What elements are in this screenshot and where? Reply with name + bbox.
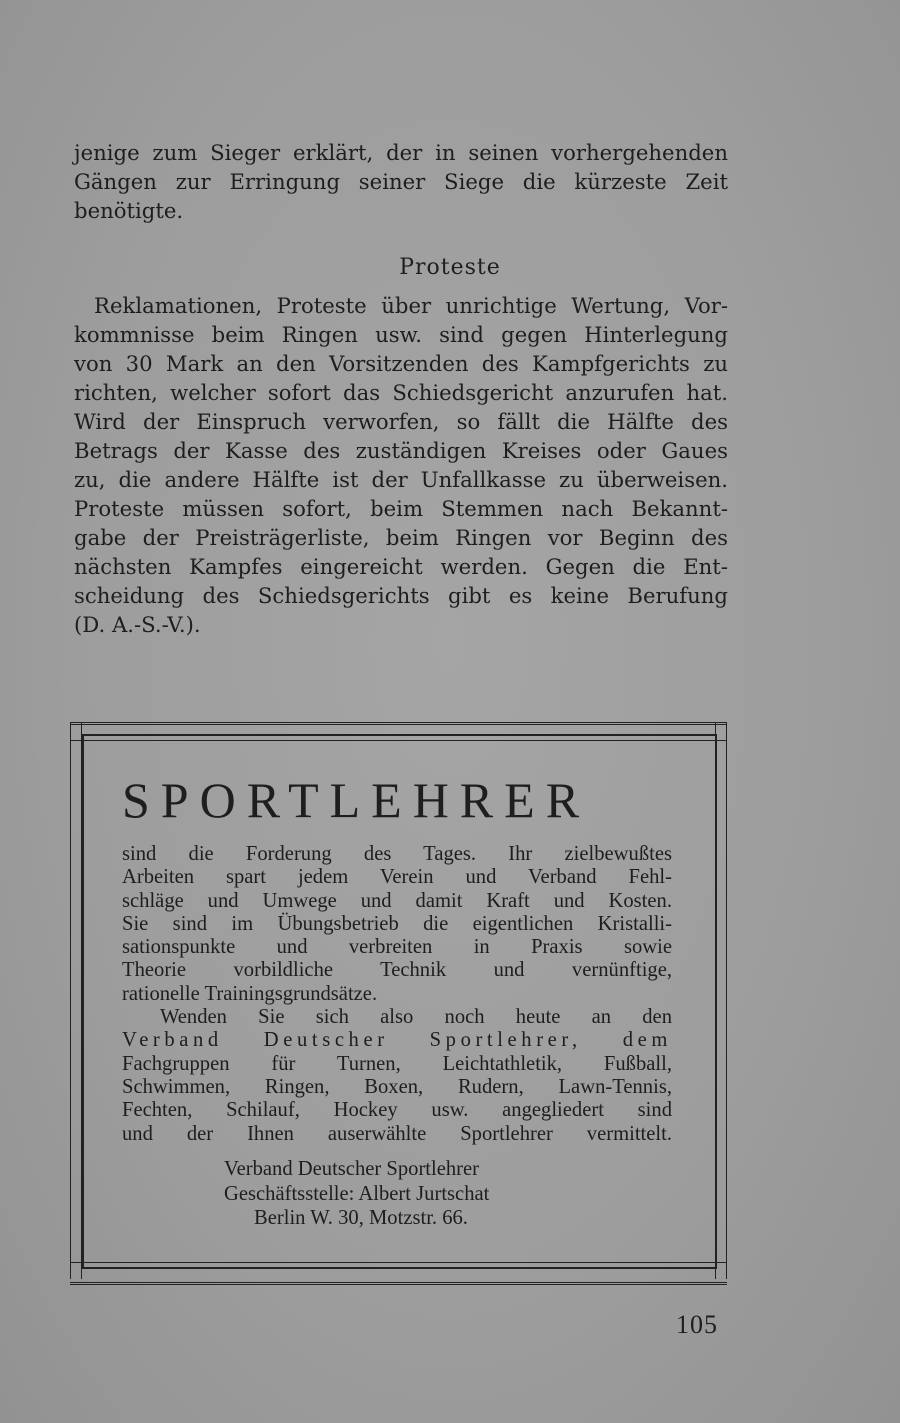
ad-line: Sie sind im Übungsbetrieb die eigentlichen Kristalli- bbox=[122, 912, 672, 935]
page-number: 105 bbox=[676, 1310, 718, 1339]
text-line: richten, welcher sofort das Schiedsgericht anzurufen hat. bbox=[74, 380, 728, 405]
text-line: Betrags der Kasse des zuständigen Kreises oder Gaues bbox=[74, 438, 728, 463]
text-line: benötigte. bbox=[74, 198, 184, 223]
ad-line: Schwimmen, Ringen, Boxen, Rudern, Lawn-Tennis, bbox=[122, 1075, 672, 1098]
text-line: gabe der Preisträgerliste, beim Ringen vor Beginn des bbox=[74, 525, 728, 550]
ad-line: schläge und Umwege und damit Kraft und Kosten. bbox=[122, 889, 672, 912]
ad-line: sationspunkte und verbreiten in Praxis sowie bbox=[122, 936, 672, 959]
ad-line: Fachgruppen für Turnen, Leichtathletik, Fußball, bbox=[122, 1052, 672, 1075]
ad-line: Verband Deutscher Sportlehrer, dem bbox=[122, 1029, 672, 1052]
ad-line: sind die Forderung des Tages. Ihr zielbewußtes bbox=[122, 843, 672, 865]
ad-line: und der Ihnen auserwählte Sportlehrer vermittelt. bbox=[122, 1122, 672, 1145]
text-line: von 30 Mark an den Vorsitzenden des Kampfgerichts zu bbox=[74, 351, 728, 376]
ad-line: Arbeiten spart jedem Verein und Verband Fehl- bbox=[122, 866, 672, 889]
ad-line: rationelle Trainingsgrundsätze. bbox=[122, 982, 378, 1005]
ad-body bbox=[122, 843, 672, 1146]
ad-signature bbox=[224, 1157, 584, 1231]
protest-paragraph bbox=[74, 291, 728, 639]
text-line: Gängen zur Erringung seiner Siege die kürzeste Zeit bbox=[74, 169, 728, 194]
ad-line: Fechten, Schilauf, Hockey usw. angegliedert sind bbox=[122, 1099, 672, 1122]
signature-line: Berlin W. 30, Motzstr. 66. bbox=[254, 1207, 468, 1229]
text-line: (D. A.-S.-V.). bbox=[74, 612, 201, 637]
intro-paragraph bbox=[74, 138, 728, 225]
signature-line: Geschäftsstelle: Albert Jurtschat bbox=[224, 1182, 490, 1205]
text-line: zu, die andere Hälfte ist der Unfallkasse zu überweisen. bbox=[74, 467, 728, 492]
text-line: Reklamationen, Proteste über unrichtige Wertung, Vor- bbox=[94, 293, 728, 318]
section-heading: Proteste bbox=[399, 255, 501, 280]
text-line: jenige zum Sieger erklärt, der in seinen vorhergehenden bbox=[74, 140, 728, 165]
text-line: scheidung des Schiedsgerichts gibt es keine Berufung bbox=[74, 583, 728, 608]
text-line: Wird der Einspruch verworfen, so fällt die Hälfte des bbox=[74, 409, 728, 434]
text-line: kommnisse beim Ringen usw. sind gegen Hinterlegung bbox=[74, 322, 728, 347]
ad-line: Theorie vorbildliche Technik und vernünftige, bbox=[122, 959, 672, 982]
ad-line: Wenden Sie sich also noch heute an den bbox=[160, 1006, 672, 1029]
text-line: Proteste müssen sofort, beim Stemmen nach Bekannt- bbox=[74, 496, 728, 521]
text-line: nächsten Kampfes eingereicht werden. Gegen die Ent- bbox=[74, 554, 728, 579]
signature-line: Verband Deutscher Sportlehrer bbox=[224, 1158, 480, 1180]
ad-title: SPORTLEHRER bbox=[122, 772, 591, 828]
ad-frame-left bbox=[70, 722, 82, 1279]
